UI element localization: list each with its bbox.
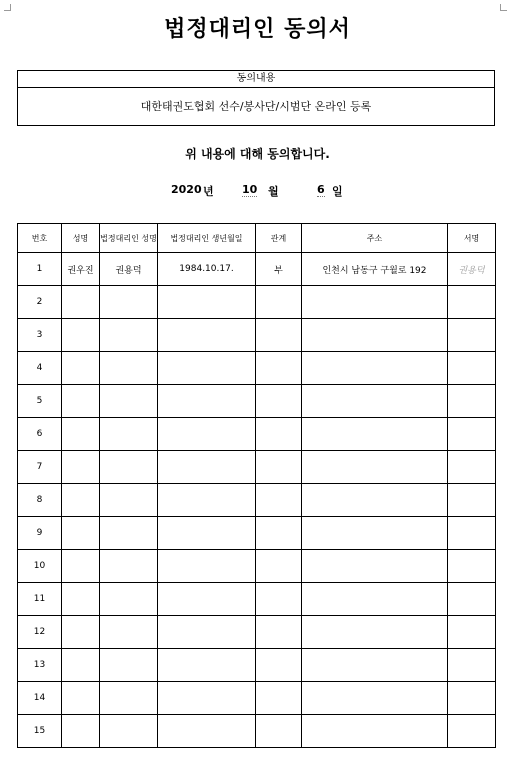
- date-day: 6: [317, 183, 325, 196]
- cell-relation: 부: [256, 253, 302, 286]
- cell-no: 3: [18, 319, 62, 352]
- cell-name: [62, 550, 100, 583]
- document-title: 법정대리인 동의서: [164, 16, 351, 42]
- cell-name: [62, 319, 100, 352]
- cell-guardian-name: [100, 616, 158, 649]
- cell-address: [302, 418, 448, 451]
- cell-guardian-name: [100, 550, 158, 583]
- cell-signature: [448, 649, 496, 682]
- table-row: [18, 682, 496, 715]
- cell-signature: [448, 451, 496, 484]
- date-year-unit: 년: [203, 185, 214, 198]
- cell-no: 4: [18, 352, 62, 385]
- cell-address: [302, 319, 448, 352]
- cell-signature: [448, 715, 496, 748]
- cell-address: [302, 616, 448, 649]
- cell-no: 7: [18, 451, 62, 484]
- cell-no: 6: [18, 418, 62, 451]
- cell-guardian-birth: [158, 418, 256, 451]
- table-row: [18, 649, 496, 682]
- table-row: [18, 451, 496, 484]
- cell-address: [302, 484, 448, 517]
- cell-guardian-name: [100, 451, 158, 484]
- table-row: [18, 517, 496, 550]
- cell-address: [302, 451, 448, 484]
- date-month: 10: [242, 183, 258, 196]
- table-row: [18, 484, 496, 517]
- cell-relation: [256, 682, 302, 715]
- cell-no: 1: [18, 253, 62, 286]
- agreement-statement: 위 내용에 대해 동의합니다.: [185, 147, 330, 161]
- cell-address: 인천시 남동구 구월로 192: [302, 253, 448, 286]
- table-row: [18, 352, 496, 385]
- consent-content: 대한태권도협회 선수/봉사단/시범단 온라인 등록: [140, 100, 372, 113]
- cell-guardian-birth: [158, 715, 256, 748]
- cell-name: [62, 682, 100, 715]
- cell-guardian-birth: [158, 517, 256, 550]
- table-row: [18, 319, 496, 352]
- table-header-row: [18, 224, 496, 253]
- date-year: 2020: [171, 183, 202, 196]
- cell-name: [62, 352, 100, 385]
- cell-relation: [256, 352, 302, 385]
- cell-relation: [256, 319, 302, 352]
- header-no: 번호: [18, 224, 62, 253]
- cell-signature: [448, 583, 496, 616]
- cell-name: [62, 451, 100, 484]
- cell-no: 12: [18, 616, 62, 649]
- date-day-unit: 일: [332, 185, 343, 198]
- table-row: [18, 583, 496, 616]
- cell-relation: [256, 517, 302, 550]
- cell-name: [62, 616, 100, 649]
- cell-relation: [256, 286, 302, 319]
- cell-signature: [448, 550, 496, 583]
- cell-guardian-birth: 1984.10.17.: [158, 253, 256, 286]
- cell-guardian-name: 권용덕: [100, 253, 158, 286]
- cell-no: 8: [18, 484, 62, 517]
- cell-name: [62, 517, 100, 550]
- cell-address: [302, 682, 448, 715]
- cell-address: [302, 517, 448, 550]
- page-corner-mark-left: [4, 4, 11, 11]
- header-signature: 서명: [448, 224, 496, 253]
- table-row: [18, 550, 496, 583]
- header-guardian-birth: 법정대리인 생년월일: [158, 224, 256, 253]
- cell-guardian-name: [100, 517, 158, 550]
- cell-guardian-name: [100, 352, 158, 385]
- consent-header: 동의내용: [18, 71, 494, 88]
- cell-signature: [448, 286, 496, 319]
- cell-signature: [448, 319, 496, 352]
- cell-name: 권우진: [62, 253, 100, 286]
- cell-guardian-birth: [158, 682, 256, 715]
- cell-address: [302, 352, 448, 385]
- cell-relation: [256, 451, 302, 484]
- cell-no: 14: [18, 682, 62, 715]
- cell-name: [62, 649, 100, 682]
- cell-guardian-birth: [158, 583, 256, 616]
- cell-guardian-name: [100, 418, 158, 451]
- cell-signature: [448, 352, 496, 385]
- guardian-table: [17, 223, 496, 748]
- cell-no: 2: [18, 286, 62, 319]
- cell-guardian-name: [100, 286, 158, 319]
- cell-name: [62, 286, 100, 319]
- table-row: [18, 418, 496, 451]
- cell-address: [302, 715, 448, 748]
- header-address: 주소: [302, 224, 448, 253]
- cell-guardian-birth: [158, 286, 256, 319]
- cell-no: 15: [18, 715, 62, 748]
- cell-signature: [448, 682, 496, 715]
- cell-guardian-birth: [158, 451, 256, 484]
- cell-relation: [256, 649, 302, 682]
- cell-address: [302, 649, 448, 682]
- cell-guardian-name: [100, 484, 158, 517]
- cell-signature: [448, 616, 496, 649]
- cell-guardian-birth: [158, 649, 256, 682]
- cell-no: 5: [18, 385, 62, 418]
- table-row: [18, 616, 496, 649]
- cell-guardian-birth: [158, 352, 256, 385]
- cell-guardian-birth: [158, 319, 256, 352]
- cell-guardian-birth: [158, 385, 256, 418]
- date-month-unit: 월: [268, 185, 279, 198]
- table-row: [18, 385, 496, 418]
- header-name: 성명: [62, 224, 100, 253]
- cell-signature: [448, 517, 496, 550]
- cell-relation: [256, 418, 302, 451]
- page-corner-mark-right: [500, 4, 507, 11]
- cell-signature: [448, 385, 496, 418]
- cell-signature: 권용덕: [448, 253, 496, 286]
- cell-no: 11: [18, 583, 62, 616]
- cell-no: 10: [18, 550, 62, 583]
- header-relation: 관계: [256, 224, 302, 253]
- header-guardian-name: 법정대리인 성명: [100, 224, 158, 253]
- cell-guardian-name: [100, 715, 158, 748]
- cell-signature: [448, 484, 496, 517]
- cell-relation: [256, 583, 302, 616]
- cell-name: [62, 583, 100, 616]
- table-row: [18, 253, 496, 286]
- cell-relation: [256, 616, 302, 649]
- table-row: [18, 286, 496, 319]
- consent-box: [17, 70, 495, 126]
- cell-name: [62, 715, 100, 748]
- cell-relation: [256, 385, 302, 418]
- cell-no: 9: [18, 517, 62, 550]
- cell-name: [62, 484, 100, 517]
- cell-guardian-name: [100, 583, 158, 616]
- table-row: [18, 715, 496, 748]
- cell-guardian-birth: [158, 484, 256, 517]
- cell-relation: [256, 715, 302, 748]
- cell-signature: [448, 418, 496, 451]
- cell-name: [62, 385, 100, 418]
- cell-relation: [256, 484, 302, 517]
- cell-address: [302, 583, 448, 616]
- cell-relation: [256, 550, 302, 583]
- cell-guardian-name: [100, 682, 158, 715]
- cell-guardian-name: [100, 319, 158, 352]
- cell-name: [62, 418, 100, 451]
- cell-guardian-birth: [158, 616, 256, 649]
- cell-address: [302, 385, 448, 418]
- cell-guardian-name: [100, 649, 158, 682]
- cell-address: [302, 286, 448, 319]
- cell-address: [302, 550, 448, 583]
- cell-no: 13: [18, 649, 62, 682]
- cell-guardian-birth: [158, 550, 256, 583]
- cell-guardian-name: [100, 385, 158, 418]
